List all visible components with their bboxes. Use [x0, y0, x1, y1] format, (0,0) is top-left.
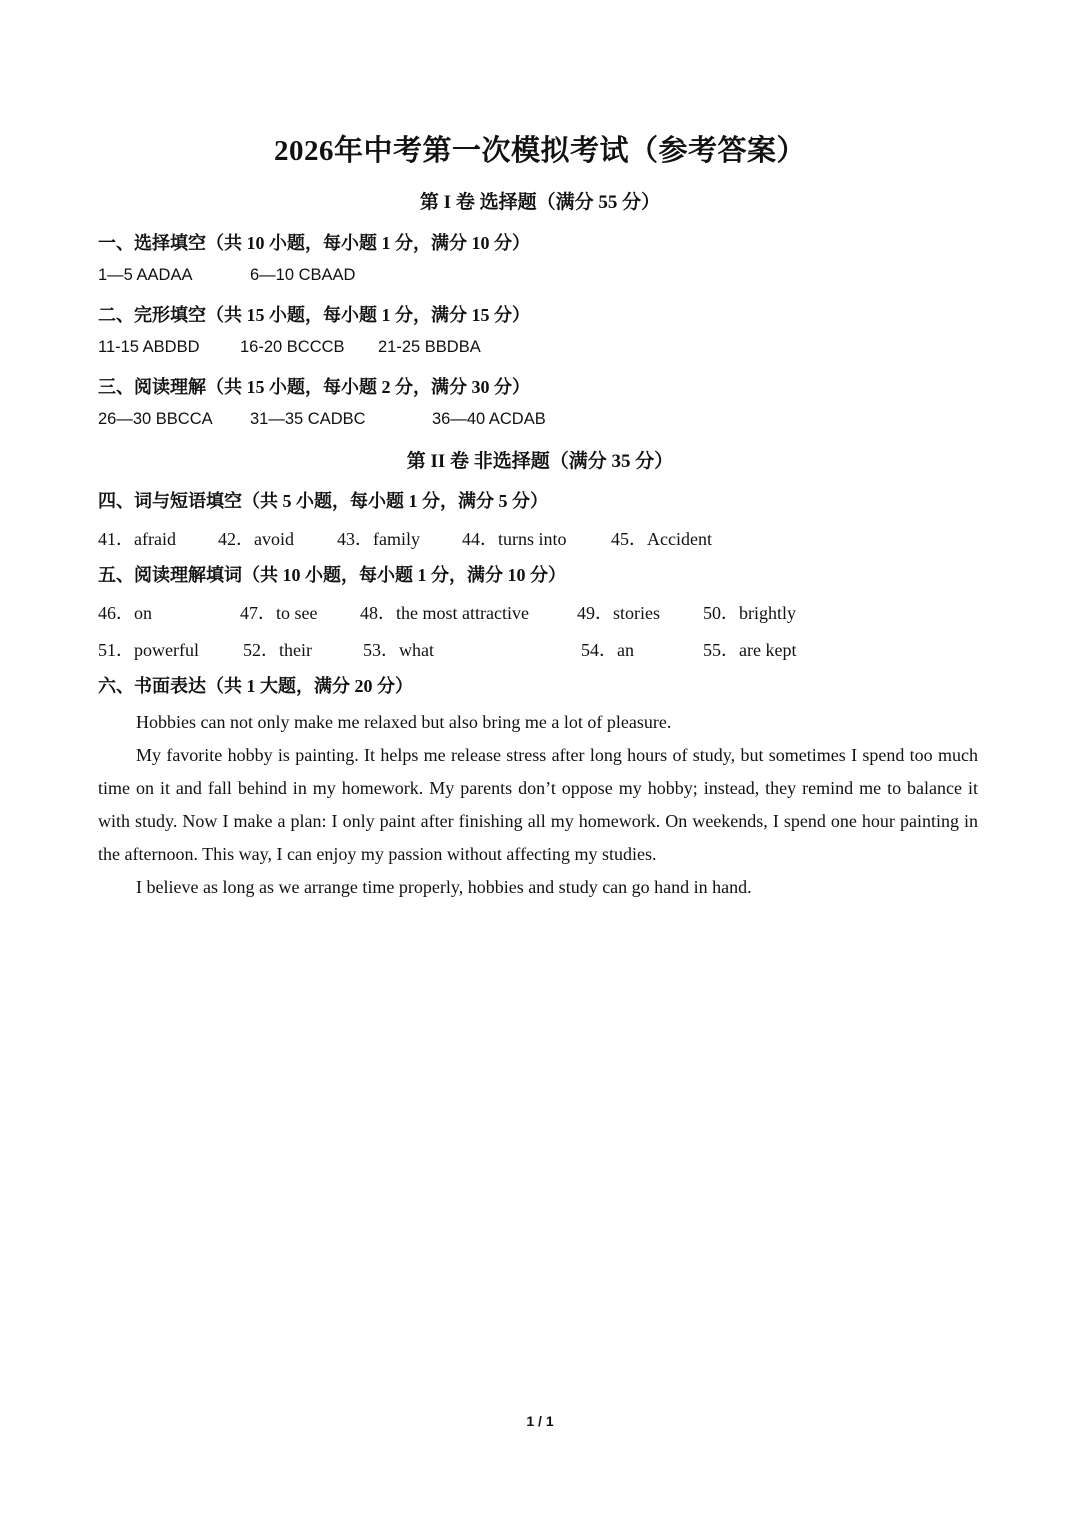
word-answer: 55．are kept [703, 640, 797, 660]
answer-group: 6—10 CBAAD [250, 266, 356, 284]
word-answer: 45．Accident [611, 529, 712, 549]
word-answer: 41．afraid [98, 529, 176, 549]
word-answer: 54．an [581, 640, 634, 660]
section1-heading: 一、选择填空（共 10 小题，每小题 1 分，满分 10 分） [98, 233, 530, 253]
page-number: 1 / 1 [526, 1413, 554, 1429]
answer-group: 1—5 AADAA [98, 266, 193, 284]
essay-paragraph: My favorite hobby is painting. It helps me release stress after long hours of study, but sometimes I spend too much time on it and fall behind in my homework. My parents don’t oppose my hobby; instead, they remind me to balance it with study. Now I make a plan: I only paint after finishing all my homework. On weekends, I spend one hour painting in the afternoon. This way, I can enjoy my passion without affecting my studies. [98, 745, 978, 864]
part1-heading: 第 I 卷 选择题（满分 55 分） [419, 192, 661, 213]
word-answer: 46．on [98, 603, 152, 623]
section4-heading: 四、词与短语填空（共 5 小题，每小题 1 分，满分 5 分） [98, 491, 548, 511]
word-answer: 44．turns into [462, 529, 567, 549]
word-answer: 52．their [243, 640, 312, 660]
answer-group: 16-20 BCCCB [240, 338, 345, 356]
word-answer: 53．what [363, 640, 434, 660]
word-answer: 49．stories [577, 603, 660, 623]
answer-group: 36—40 ACDAB [432, 410, 546, 428]
word-answer: 48．the most attractive [360, 603, 529, 623]
section2-heading: 二、完形填空（共 15 小题，每小题 1 分，满分 15 分） [98, 305, 530, 325]
section6-heading: 六、书面表达（共 1 大题，满分 20 分） [98, 676, 413, 696]
section3-heading: 三、阅读理解（共 15 小题，每小题 2 分，满分 30 分） [98, 377, 530, 397]
answer-group: 21-25 BBDBA [378, 338, 481, 356]
word-answer: 47．to see [240, 603, 318, 623]
page-title: 2026年中考第一次模拟考试（参考答案） [273, 135, 806, 167]
answer-group: 26—30 BBCCA [98, 410, 213, 428]
model-essay [98, 706, 978, 904]
answer-group: 11-15 ABDBD [98, 338, 200, 356]
essay-paragraph: I believe as long as we arrange time properly, hobbies and study can go hand in hand. [136, 877, 752, 897]
word-answer: 43．family [337, 529, 420, 549]
part2-heading: 第 II 卷 非选择题（满分 35 分） [406, 451, 674, 472]
word-answer: 51．powerful [98, 640, 199, 660]
word-answer: 42．avoid [218, 529, 294, 549]
word-answer: 50．brightly [703, 603, 796, 623]
answer-group: 31—35 CADBC [250, 410, 366, 428]
section5-heading: 五、阅读理解填词（共 10 小题，每小题 1 分，满分 10 分） [98, 565, 566, 585]
essay-paragraph: Hobbies can not only make me relaxed but also bring me a lot of pleasure. [136, 712, 672, 732]
